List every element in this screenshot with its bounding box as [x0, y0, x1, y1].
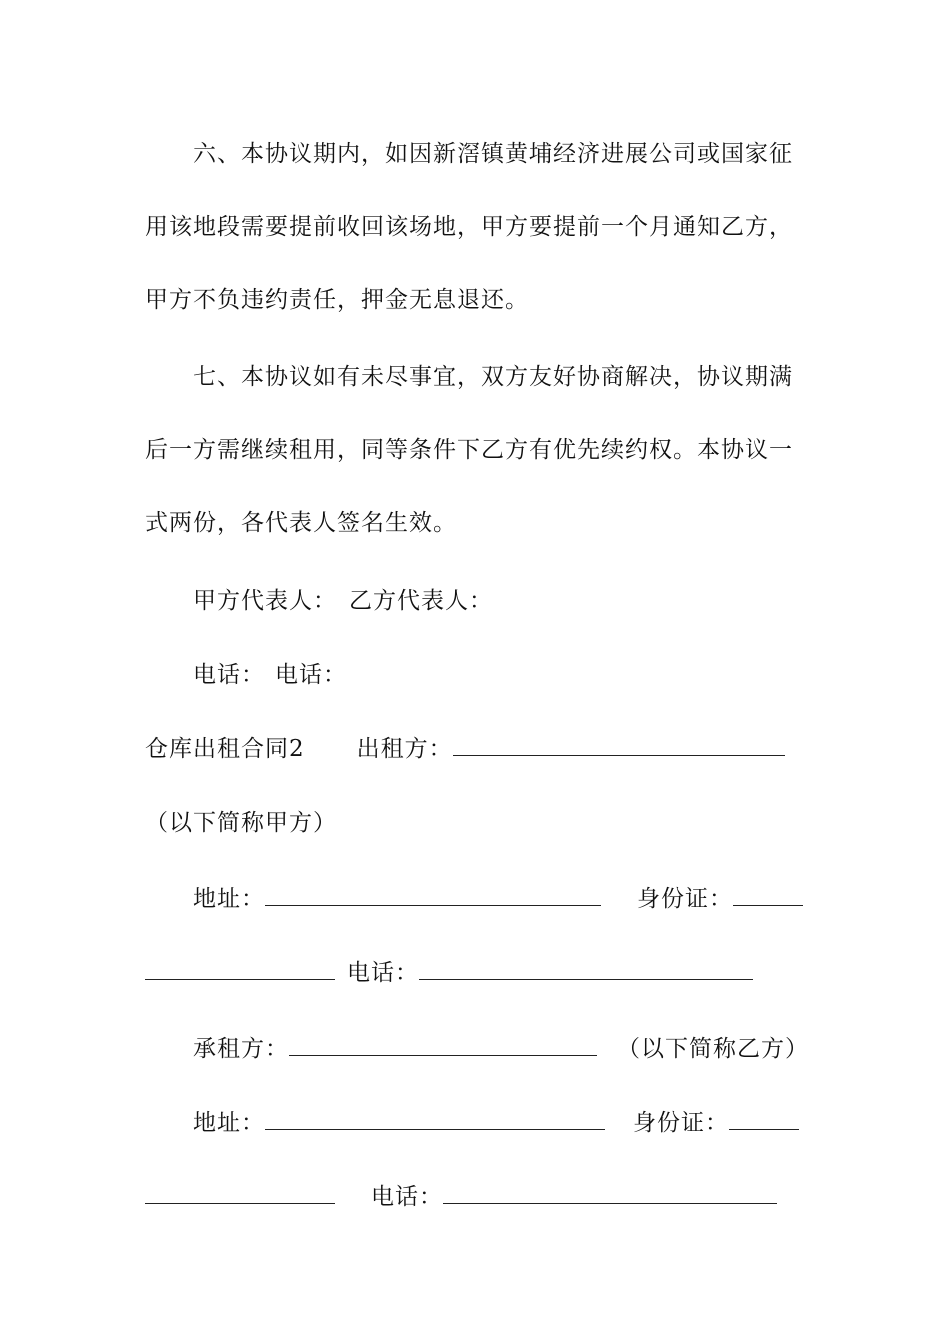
lessee-id-label: 身份证：: [633, 1110, 729, 1136]
clause-7-line-1: 七、本协议如有未尽事宜，双方友好协商解决，协议期满: [193, 364, 793, 390]
party-b-rep-label: 乙方代表人：: [349, 588, 493, 614]
lessor-phone-line: [145, 958, 815, 988]
contract-title: 仓库出租合同2: [145, 736, 305, 762]
signature-line: [145, 586, 863, 616]
lessor-id-blank-end: [145, 959, 335, 980]
lessor-phone-blank: [419, 959, 753, 980]
lessee-abbr: （以下简称乙方）: [617, 1036, 809, 1062]
lessee-id-blank-end: [145, 1183, 335, 1204]
lessee-address-line: [145, 1108, 863, 1138]
lessor-address-line: [145, 884, 863, 914]
lessee-address-blank: [265, 1109, 605, 1130]
lessor-id-label: 身份证：: [637, 886, 733, 912]
lessee-phone-label: 电话：: [371, 1184, 443, 1210]
lessee-phone-blank: [443, 1183, 777, 1204]
lessee-label: 承租方：: [193, 1036, 289, 1062]
contract2-heading-line: [145, 734, 815, 764]
lessee-blank: [289, 1035, 597, 1056]
phone-a-label: 电话：: [193, 662, 265, 688]
lessee-line: [145, 1034, 863, 1064]
lessee-id-blank-start: [729, 1109, 799, 1130]
lessor-abbr-line: （以下简称甲方）: [145, 810, 337, 836]
lessor-address-label: 地址：: [193, 886, 265, 912]
lessee-phone-line: [145, 1182, 815, 1212]
phone-b-label: 电话：: [275, 662, 347, 688]
clause-6-line-3: 甲方不负违约责任，押金无息退还。: [145, 287, 529, 313]
lessor-label: 出租方：: [356, 736, 453, 762]
lessor-phone-label: 电话：: [347, 960, 419, 986]
clause-7-line-3: 式两份，各代表人签名生效。: [145, 510, 457, 536]
lessor-blank: [453, 735, 785, 756]
party-a-rep-label: 甲方代表人：: [193, 588, 337, 614]
clause-6-line-2: 用该地段需要提前收回该场地，甲方要提前一个月通知乙方，: [145, 214, 793, 240]
clause-7-line-2: 后一方需继续租用，同等条件下乙方有优先续约权。本协议一: [145, 437, 793, 463]
lessee-address-label: 地址：: [193, 1110, 265, 1136]
lessor-id-blank-start: [733, 885, 803, 906]
clause-6-line-1: 六、本协议期内，如因新滘镇黄埔经济进展公司或国家征: [193, 141, 793, 167]
lessor-address-blank: [265, 885, 601, 906]
phone-line: [145, 660, 863, 690]
